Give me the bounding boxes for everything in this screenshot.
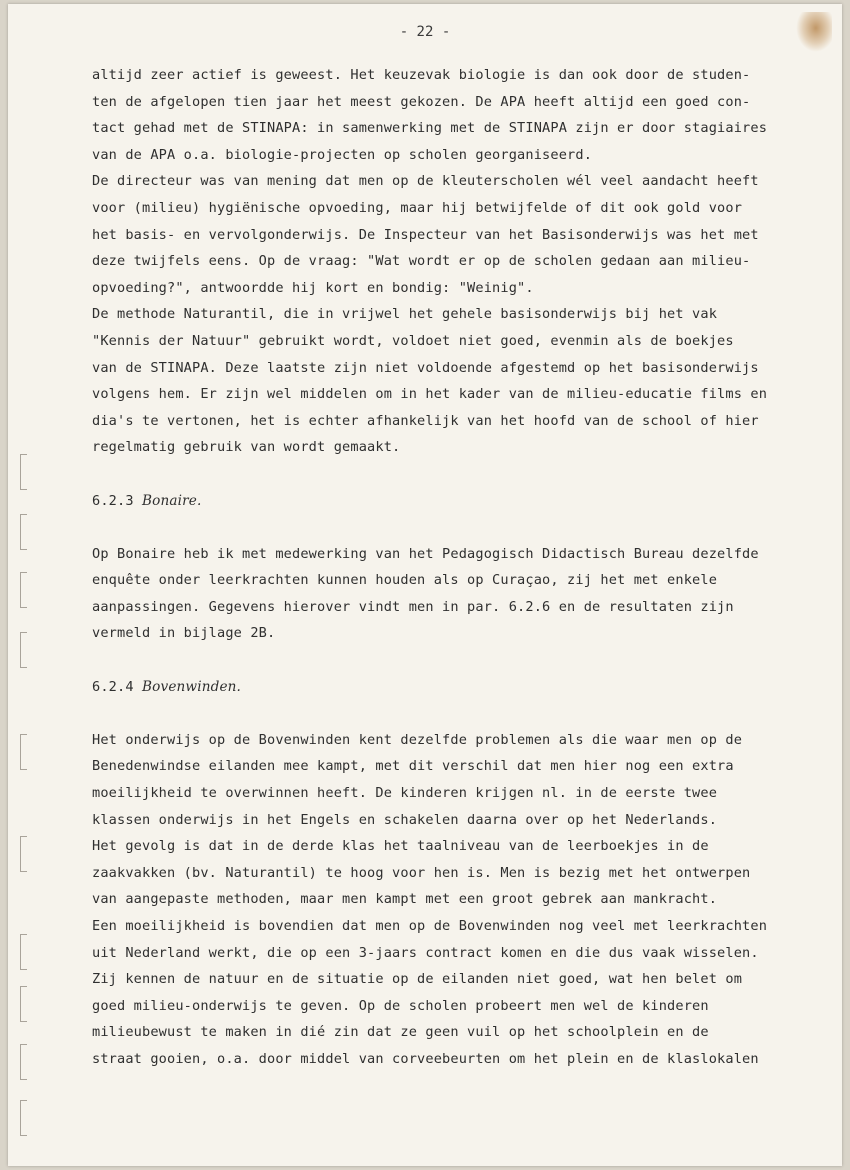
binding-holes: [8, 444, 38, 1164]
text-line: altijd zeer actief is geweest. Het keuzevak biologie is dan ook door de studen-: [92, 67, 751, 83]
binding-hole: [20, 934, 27, 970]
text-line: vermeld in bijlage 2B.: [92, 625, 276, 642]
text-line: van aangepaste methoden, maar men kampt met een groot gebrek aan mankracht.: [92, 891, 718, 908]
text-line: De directeur was van mening dat men op de kleuterscholen wél veel aandacht heeft: [92, 173, 759, 190]
text-line: volgens hem. Er zijn wel middelen om in het kader van de milieu-educatie films en: [92, 386, 768, 403]
text-line: enquête onder leerkrachten kunnen houden als op Curaçao, zij het met enkele: [92, 572, 718, 589]
text-line: voor (milieu) hygiënische opvoeding, maar hij betwijfelde of dit ook gold voor: [92, 199, 743, 216]
text-line: Het onderwijs op de Bovenwinden kent dezelfde problemen als die waar men op de: [92, 731, 743, 748]
binding-hole: [20, 514, 27, 550]
document-page: [8, 4, 842, 1166]
binding-hole: [20, 836, 27, 872]
text-line: moeilijkheid te overwinnen heeft. De kinderen krijgen nl. in de eerste twee: [92, 785, 718, 802]
body-text: [92, 62, 832, 1073]
text-line: goed milieu-onderwijs te geven. Op de scholen probeert men wel de kinderen: [92, 997, 709, 1014]
text-line: Een moeilijkheid is bovendien dat men op de Bovenwinden nog veel met leerkrachten: [92, 918, 768, 934]
section-heading-bonaire: [92, 488, 832, 515]
text-line: van de STINAPA. Deze laatste zijn niet voldoende afgestemd op het basisonderwijs: [92, 359, 759, 376]
section-heading-bovenwinden: [92, 674, 832, 701]
text-line: klassen onderwijs in het Engels en schakelen daarna over op het Nederlands.: [92, 811, 718, 828]
paragraph-bovenwinden: [92, 727, 832, 1073]
text-line: dia's te vertonen, het is echter afhankelijk van het hoofd van de school of hier: [92, 412, 759, 429]
text-line: deze twijfels eens. Op de vraag: "Wat wordt er op de scholen gedaan aan milieu-: [92, 253, 751, 270]
section-title: Bonaire.: [142, 492, 202, 509]
text-line: Benedenwindse eilanden mee kampt, met dit verschil dat men hier nog een extra: [92, 758, 734, 775]
text-line: van de APA o.a. biologie-projecten op scholen georganiseerd.: [92, 146, 593, 163]
text-line: zaakvakken (bv. Naturantil) te hoog voor hen is. Men is bezig met het ontwerpen: [92, 864, 751, 881]
binding-hole: [20, 454, 27, 490]
text-line: regelmatig gebruik van wordt gemaakt.: [92, 439, 401, 456]
text-line: "Kennis der Natuur" gebruikt wordt, voldoet niet goed, evenmin als de boekjes: [92, 332, 734, 349]
section-title: Bovenwinden.: [142, 678, 242, 695]
section-number: 6.2.3: [92, 492, 134, 509]
binding-hole: [20, 1100, 27, 1136]
binding-hole: [20, 734, 27, 770]
text-line: Op Bonaire heb ik met medewerking van het Pedagogisch Didactisch Bureau dezelfde: [92, 545, 759, 562]
text-line: straat gooien, o.a. door middel van corveebeurten om het plein en de klaslokalen: [92, 1050, 759, 1067]
page-number: - 22 -: [399, 24, 451, 40]
text-line: Het gevolg is dat in de derde klas het taalniveau van de leerboekjes in de: [92, 838, 709, 855]
text-line: tact gehad met de STINAPA: in samenwerking met de STINAPA zijn er door stagiaires: [92, 120, 768, 137]
binding-hole: [20, 572, 27, 608]
paragraph-apa-director: [92, 62, 832, 461]
text-line: ten de afgelopen tien jaar het meest gekozen. De APA heeft altijd een goed con-: [92, 93, 751, 110]
binding-hole: [20, 986, 27, 1022]
paragraph-bonaire: [92, 541, 832, 647]
text-line: De methode Naturantil, die in vrijwel het gehele basisonderwijs bij het vak: [92, 306, 718, 323]
text-line: uit Nederland werkt, die op een 3-jaars contract komen en die dus vaak wisselen.: [92, 944, 759, 961]
section-number: 6.2.4: [92, 678, 134, 695]
binding-hole: [20, 632, 27, 668]
text-line: opvoeding?", antwoordde hij kort en bondig: "Weinig".: [92, 279, 534, 296]
text-line: Zij kennen de natuur en de situatie op de eilanden niet goed, wat hen belet om: [92, 971, 743, 988]
text-line: het basis- en vervolgonderwijs. De Inspecteur van het Basisonderwijs was het met: [92, 226, 759, 243]
text-line: milieubewust te maken in dié zin dat ze geen vuil op het schoolplein en de: [92, 1024, 709, 1041]
binding-hole: [20, 1044, 27, 1080]
text-line: aanpassingen. Gegevens hierover vindt men in par. 6.2.6 en de resultaten zijn: [92, 598, 734, 615]
